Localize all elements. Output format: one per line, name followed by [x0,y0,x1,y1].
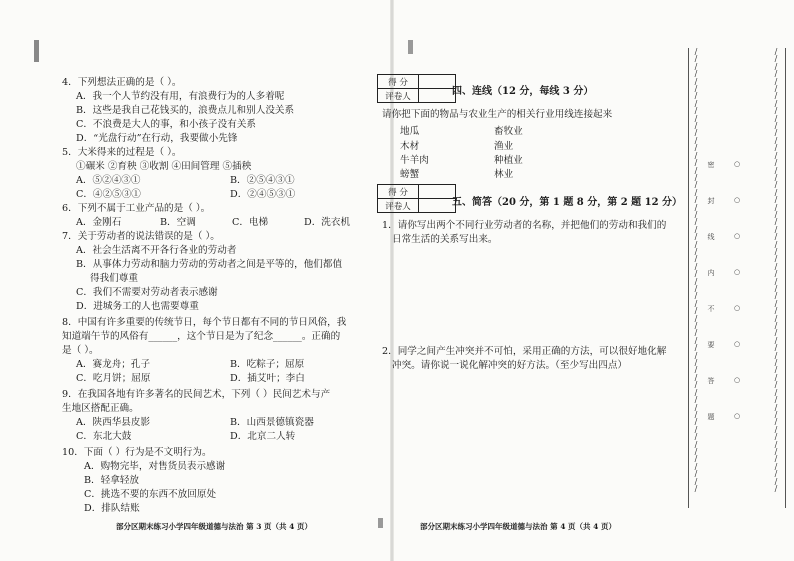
short-answer-question: 1．请你写出两个不同行业劳动者的名称，并把他们的劳动和我们的 [382,220,667,231]
question-stem: 10．下面（ ）行为是不文明行为。 [62,447,212,458]
seal-character: 内 [707,269,715,277]
scan-mark [408,40,413,54]
option: B．从事体力劳动和脑力劳动的劳动者之间是平等的，他们都值 [76,259,343,270]
grader-cell[interactable] [419,199,456,213]
option: A．社会生活离不开各行各业的劳动者 [76,245,237,256]
option: D．排队结账 [84,503,140,514]
option: D．②④⑤③① [230,189,296,200]
question-stem-line2: 生地区搭配正确。 [62,403,139,414]
exam-page-3 [0,0,393,561]
question-stem-line2: 知道端午节的风俗有______，这个节日是为了纪念______。正确的 [62,331,341,342]
match-left-item[interactable]: 螃蟹 [400,169,420,180]
option: B．②⑤④③① [230,175,295,186]
score-cell[interactable] [419,75,456,89]
seal-character: 题 [707,413,715,421]
option-continuation: 得我们尊重 [90,273,138,284]
match-right-item[interactable]: 渔业 [494,141,514,152]
option: D．北京二人转 [230,431,296,442]
seal-character: 答 [707,377,715,385]
option: C．不浪费是大人的事，和小孩子没有关系 [76,119,257,130]
seal-character: 线 [707,233,715,241]
match-right-item[interactable]: 种植业 [494,155,523,166]
grader-label: 评卷人 [378,199,419,213]
option: D．“光盘行动”在行动，我要做小先锋 [76,133,238,144]
section-instruction: 请你把下面的物品与农业生产的相关行业用线连接起来 [382,109,613,120]
option: B．吃粽子；屈原 [230,359,305,370]
answer-area[interactable] [382,378,678,514]
seal-character: 要 [707,341,715,349]
option: C．④②⑤③① [76,189,141,200]
section-title: 四、连线（12 分，每线 3 分） [452,86,594,97]
option: A．购物完毕，对售货员表示感谢 [84,461,226,472]
question-stem: 6．下列不属于工业产品的是（ ）。 [62,203,211,214]
short-answer-question: 2．同学之间产生冲突并不可怕，采用正确的方法，可以很好地化解 [382,346,667,357]
seal-circle-mark: ○ [733,196,741,204]
seal-circle-mark: ○ [733,340,741,348]
seal-character: 不 [707,305,715,313]
question-stem: 8．中国有许多重要的传统节日，每个节日都有不同的节日风俗，我 [62,317,347,328]
question-stem: 4．下列想法正确的是（ ）。 [62,77,182,88]
seal-border-line [785,48,786,508]
seal-circle-mark: ○ [733,376,741,384]
grader-label: 评卷人 [378,89,419,103]
page-footer: 部分区期末练习小学四年级道德与法治 第 4 页（共 4 页） [420,522,616,531]
section-title: 五、简答（20 分，第 1 题 8 分，第 2 题 12 分） [452,197,683,208]
seal-circle-mark: ○ [733,412,741,420]
option: C．吃月饼；屈原 [76,373,151,384]
seal-dash-column: / / / / / / / / / / / / / / / / / / / / / / / / / / / / / / / / / / / / / / / / / / / / / / / / / / / / / / / / / / / / [774,47,778,493]
score-label: 得 分 [378,75,419,89]
match-left-item[interactable]: 牛羊肉 [400,155,429,166]
option: D．进城务工的人也需要尊重 [76,301,199,312]
option: A．陕西华县皮影 [76,417,151,428]
option: D．洗衣机 [304,217,351,228]
question-stem-line3: 是（ ）。 [62,345,99,356]
option: B．这些是我自己花钱买的，浪费点儿和别人没关系 [76,105,295,116]
option: C．挑选不要的东西不放回原处 [84,489,217,500]
question-preface: ①碾米 ②育秧 ③收割 ④田间管理 ⑤插秧 [76,161,252,172]
option: A．金刚石 [76,217,122,228]
score-table [377,184,456,213]
option: A．赛龙舟；孔子 [76,359,151,370]
scan-mark [378,518,383,528]
option: C．电梯 [232,217,269,228]
seal-character: 密 [707,161,715,169]
seal-dash-column: / / / / / / / / / / / / / / / / / / / / / / / / / / / / / / / / / / / / / / / / / / / / / / / / / / / / / / / / / / / / [694,47,698,493]
option: D．插艾叶；李白 [230,373,305,384]
option: B．轻拿轻放 [84,475,140,486]
option: A．⑤②④③① [76,175,141,186]
option: A．我一个人节约没有用，有浪费行为的人多着呢 [76,91,285,102]
match-right-item[interactable]: 林业 [494,169,514,180]
short-answer-question-line2: 日常生活的关系写出来。 [392,234,498,245]
score-label: 得 分 [378,185,419,199]
seal-character: 封 [707,197,715,205]
question-stem: 9．在我国各地有许多著名的民间艺术，下列（ ）民间艺术与产 [62,389,331,400]
score-cell[interactable] [419,185,456,199]
score-table [377,74,456,103]
match-left-item[interactable]: 地瓜 [400,126,420,137]
seal-border-line [688,48,689,508]
question-stem: 7．关于劳动者的说法错误的是（ ）。 [62,231,220,242]
page-footer: 部分区期末练习小学四年级道德与法治 第 3 页（共 4 页） [116,522,312,531]
option: C．东北大鼓 [76,431,132,442]
seal-circle-mark: ○ [733,160,741,168]
option: B．空调 [160,217,196,228]
grader-cell[interactable] [419,89,456,103]
seal-circle-mark: ○ [733,304,741,312]
scan-mark [34,40,39,62]
seal-circle-mark: ○ [733,232,741,240]
question-stem: 5．大米得来的过程是（ ）。 [62,147,182,158]
answer-area[interactable] [382,252,678,340]
short-answer-question-line2: 冲突。请你说一说化解冲突的好方法。（至少写出四点） [392,360,628,371]
option: B．山西景德镇瓷器 [230,417,314,428]
binding-seal-strip [688,48,788,508]
match-left-item[interactable]: 木材 [400,141,420,152]
seal-circle-mark: ○ [733,268,741,276]
option: C．我们不需要对劳动者表示感谢 [76,287,218,298]
match-right-item[interactable]: 畜牧业 [494,126,523,137]
